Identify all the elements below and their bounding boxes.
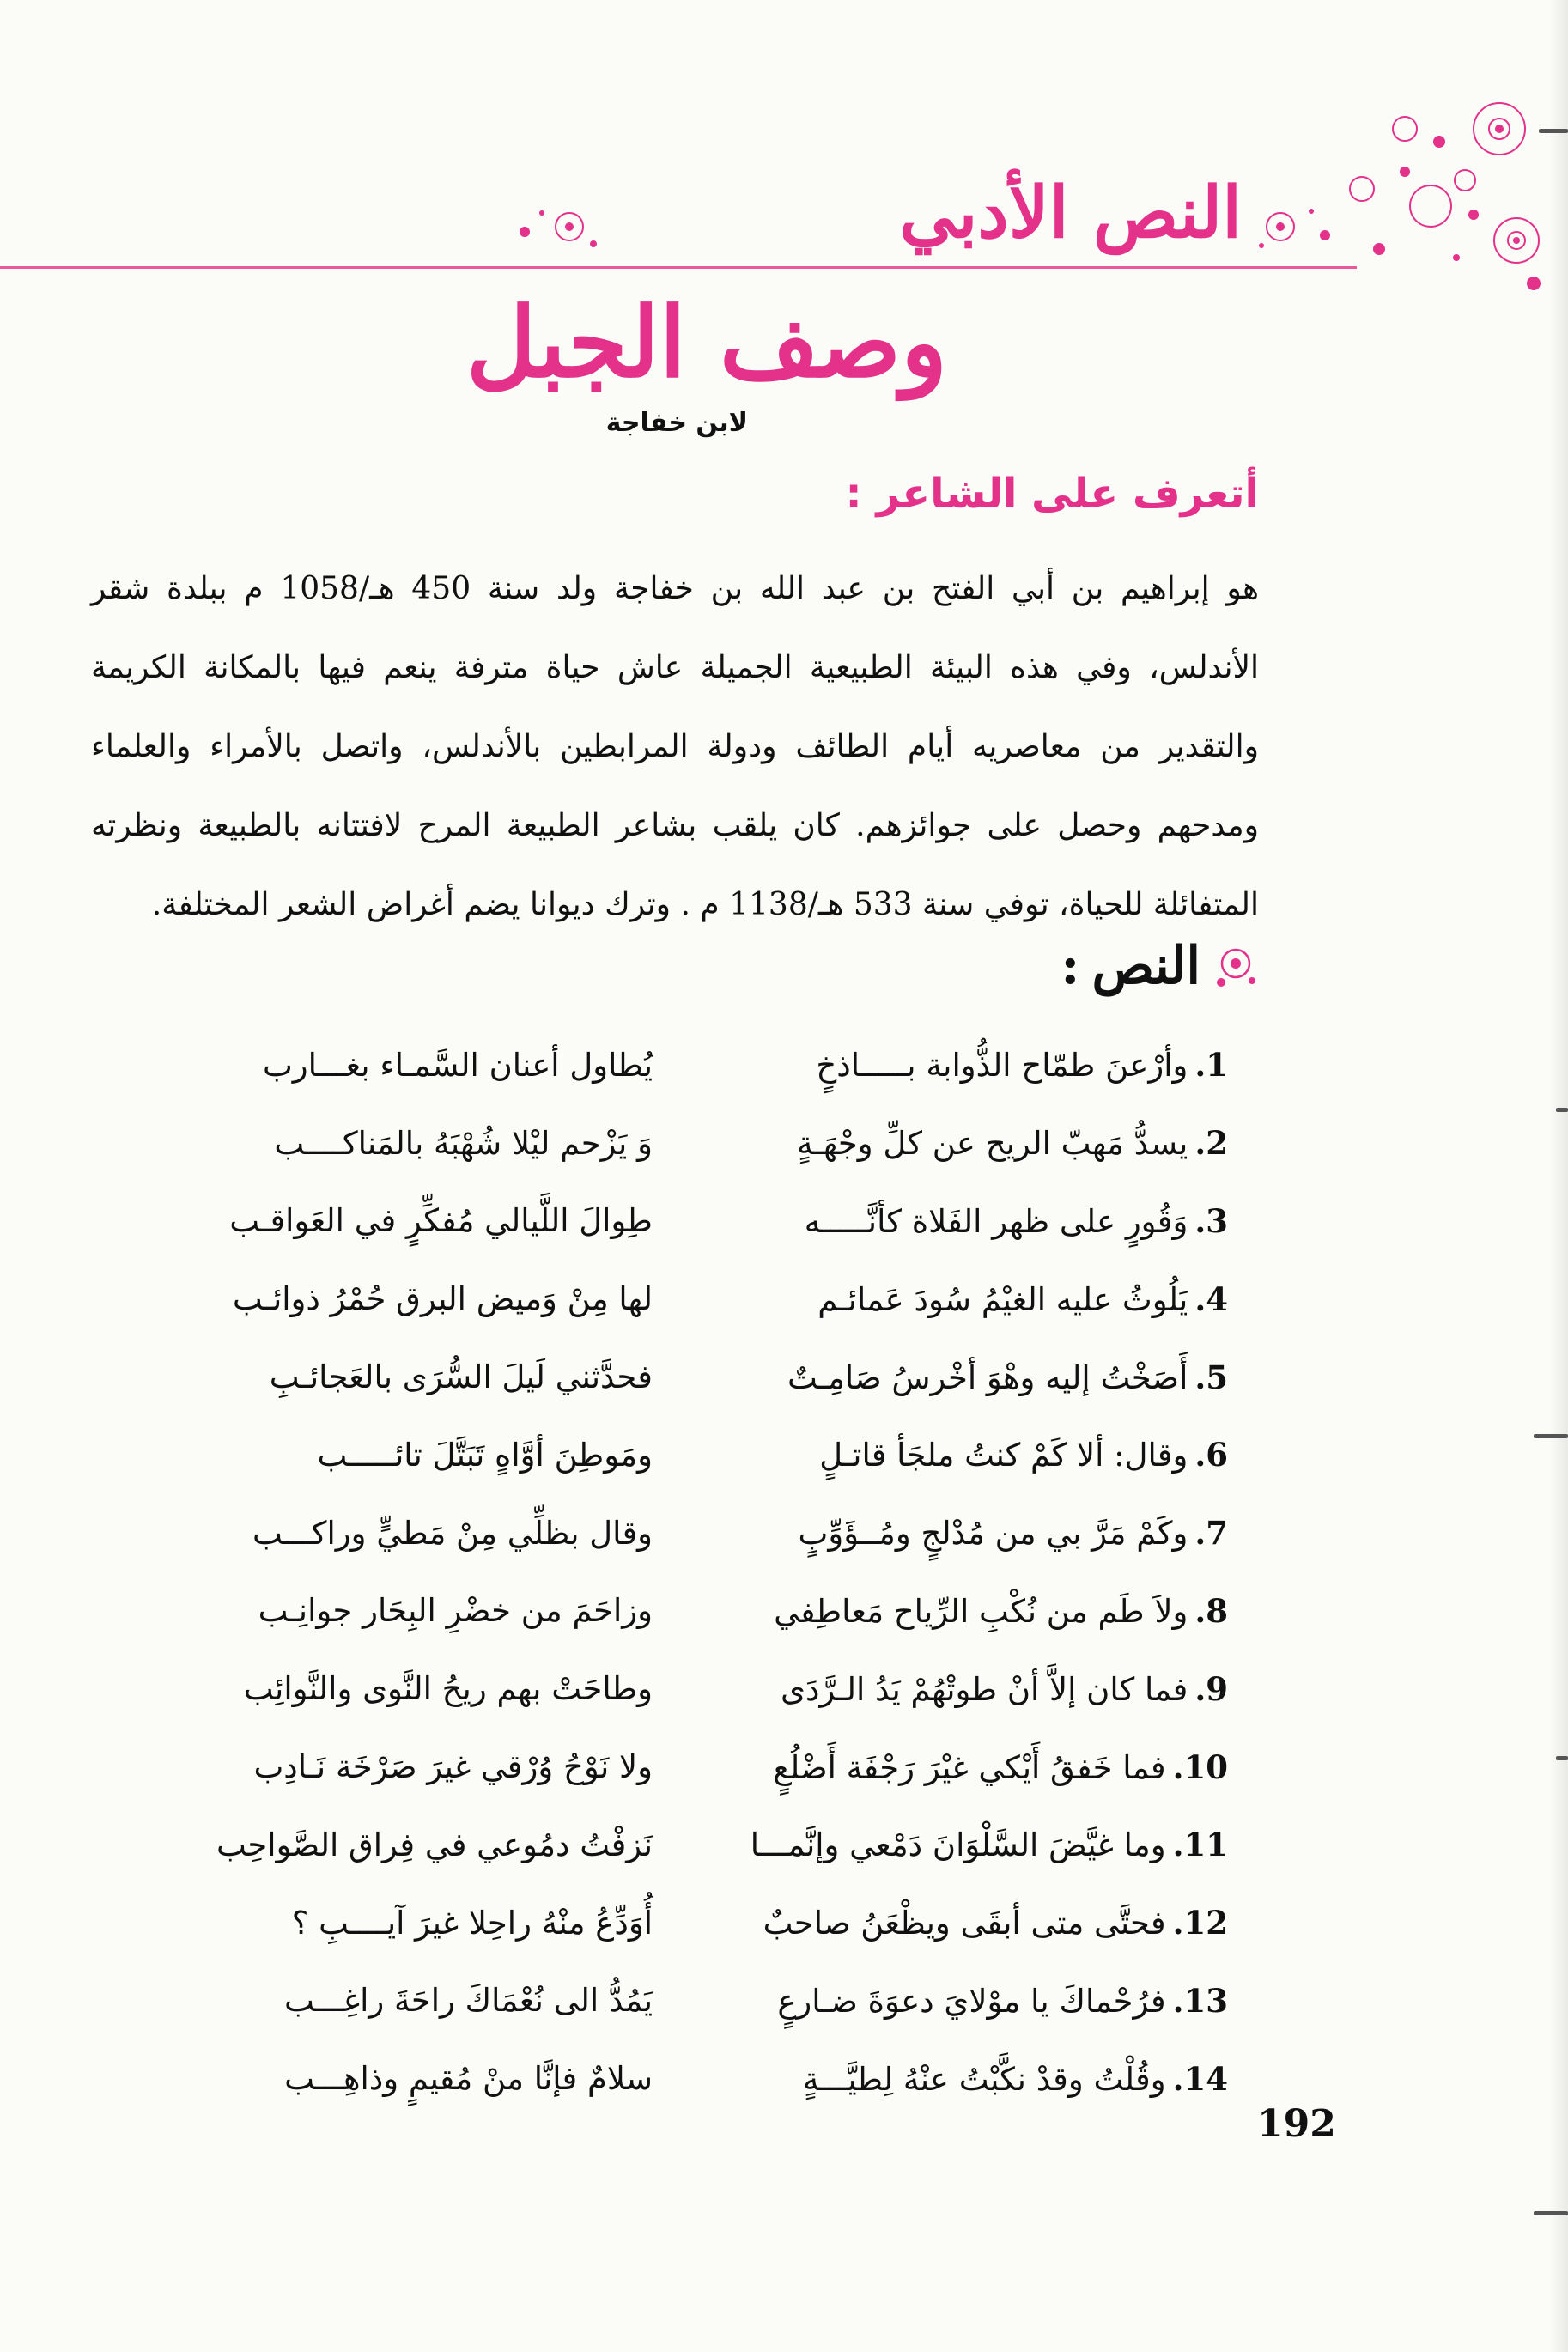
hemistich-text: وقُلْتُ وقدْ نكَّبْتُ عنْهُ لِطيَّـــةٍ bbox=[803, 2060, 1166, 2098]
poet-biography bbox=[91, 550, 1259, 945]
verse-second-hemistich: طِوالَ اللَّيالي مُفكِّرٍ في العَواقـب bbox=[229, 1202, 653, 1240]
verse bbox=[137, 1494, 1228, 1572]
verse-number: 1. bbox=[1194, 1046, 1228, 1085]
verse-second-hemistich: ومَوطِنَ أوَّاهٍ تَبَتَّلَ تائـــــب bbox=[317, 1436, 653, 1474]
lesson-header bbox=[0, 77, 1568, 301]
verse-number: 11. bbox=[1172, 1826, 1228, 1864]
hemistich-text: فرُحْماكَ يا موْلايَ دعوَةَ ضـارعٍ bbox=[777, 1982, 1166, 2020]
hemistich-text: أَصَخْتُ إليه وهْوَ أخْرسُ صَامِـتٌ bbox=[787, 1358, 1188, 1396]
verse-second-hemistich: وطاحَتْ بهم ريحُ النَّوى والنَّوائِب bbox=[243, 1670, 653, 1708]
verse-number: 13. bbox=[1172, 1981, 1228, 2020]
verse-first-hemistich bbox=[713, 1046, 1228, 1084]
verse-number: 4. bbox=[1194, 1279, 1228, 1318]
hemistich-text: وما غيَّضَ السَّلْوَانَ دَمْعي وإنَّمـــا bbox=[750, 1826, 1166, 1864]
hemistich-text: يسدُّ مَهبّ الريح عن كلِّ وجْهَـةٍ bbox=[797, 1125, 1188, 1163]
hemistich-text: وَقُورٍ على ظهر الفَلاة كأنَّـــــه bbox=[804, 1202, 1188, 1240]
verse bbox=[137, 1026, 1228, 1104]
verse-first-hemistich bbox=[713, 1748, 1228, 1786]
verse-first-hemistich bbox=[713, 1982, 1228, 2020]
verse-first-hemistich bbox=[713, 1670, 1228, 1708]
verse-second-hemistich: فحدَّثني لَيلَ السُّرَى بالعَجائـبِ bbox=[269, 1358, 653, 1396]
verse bbox=[137, 1104, 1228, 1182]
text-heading-label: النص bbox=[1091, 936, 1200, 996]
section-label: النص الأدبي bbox=[899, 172, 1242, 254]
hemistich-text: فحتَّى متى أبقَى ويظْعَنُ صاحبٌ bbox=[763, 1905, 1166, 1942]
hemistich-text: وكَمْ مَرَّ بي من مُدْلجٍ ومُــؤَوِّبٍ bbox=[798, 1515, 1188, 1553]
biography-paragraph: هو إبراهيم بن أبي الفتح بن عبد الله بن خفاجة ولد سنة 450 هـ/1058 م ببلدة شقر الأندلس، وفي هذه البيئة الطبيعية الجميلة عاش حياة مترفة ينعم فيها بالمكانة الكريمة والتقدير من معاصريه أيام الطائف ودولة المرابطين بالأندلس، واتصل بالأمراء والعلماء ومدحهم وحصل على جوائزهم. كان يلقب بشاعر الطبيعة المرح لافتتانه بالطبيعة ونظرته المتفائلة للحياة، توفي سنة 533 هـ/1138 م . وترك ديوانا يضم أغراض الشعر المختلفة. bbox=[91, 571, 1259, 922]
hemistich-text: وأرْعنَ طمّاح الذُّوابة بـــــاذخٍ bbox=[816, 1047, 1188, 1085]
lesson-title: وصف الجبل bbox=[465, 287, 948, 399]
verse-second-hemistich: سلامٌ فإنَّا منْ مُقيمٍ وذاهِـــب bbox=[284, 2060, 653, 2098]
verse-second-hemistich: ولا نَوْحُ وُرْقي غيرَ صَرْخَة نَـادِب bbox=[253, 1748, 653, 1786]
verse-number: 14. bbox=[1172, 2059, 1228, 2098]
verse bbox=[137, 1806, 1228, 1884]
hemistich-text: فما خَفقُ أَيْكي غيْرَ رَجْفَة أَضْلُعٍ bbox=[773, 1748, 1166, 1786]
verse bbox=[137, 1962, 1228, 2040]
verse-first-hemistich bbox=[713, 1124, 1228, 1162]
verse bbox=[137, 1416, 1228, 1494]
verse-first-hemistich bbox=[713, 2060, 1228, 2098]
verse-number: 5. bbox=[1194, 1358, 1228, 1396]
flower-ornament-left-icon bbox=[507, 196, 602, 256]
poem bbox=[137, 1026, 1228, 2118]
verse bbox=[137, 1182, 1228, 1261]
verse bbox=[137, 1572, 1228, 1650]
verse-number: 2. bbox=[1194, 1124, 1228, 1163]
hemistich-text: ولاَ طَم من نُكْبِ الرِّياح مَعاطِفي bbox=[774, 1592, 1188, 1630]
verse-first-hemistich bbox=[713, 1904, 1228, 1942]
verse-first-hemistich bbox=[713, 1826, 1228, 1863]
header-rule bbox=[0, 266, 1357, 269]
edge-mark bbox=[1534, 2211, 1568, 2215]
edge-mark bbox=[1539, 129, 1568, 133]
verse-second-hemistich: أُوَدِّعُ منْهُ راحِلا غيرَ آيــــبِ ؟ bbox=[291, 1904, 653, 1942]
edge-mark bbox=[1534, 1434, 1568, 1438]
page-number: 192 bbox=[1257, 2102, 1336, 2146]
verse-first-hemistich bbox=[713, 1514, 1228, 1552]
text-heading bbox=[1061, 932, 1259, 1000]
about-poet-heading: أتعرف على الشاعر : bbox=[845, 470, 1259, 518]
hemistich-text: وقال: ألا كَمْ كنتُ ملجَأ قاتـلٍ bbox=[819, 1437, 1188, 1474]
verse-second-hemistich: يُطاول أعنان السَّمـاء بغـــارب bbox=[262, 1046, 653, 1084]
verse-number: 6. bbox=[1194, 1436, 1228, 1474]
verse-number: 9. bbox=[1194, 1669, 1228, 1708]
verse-second-hemistich: وزاحَمَ من خضْرِ البِحَار جوانِـب bbox=[258, 1592, 653, 1630]
verse-second-hemistich: لها مِنْ وَميض البرق حُمْرُ ذوائـب bbox=[232, 1280, 653, 1318]
text-heading-colon: : bbox=[1061, 936, 1080, 996]
flower-bullet-icon bbox=[1212, 943, 1259, 989]
verse-number: 8. bbox=[1194, 1591, 1228, 1630]
flower-cluster-icon bbox=[1259, 77, 1568, 301]
hemistich-text: فما كان إلاَّ أنْ طوتْهُمْ يَدُ الـرَّدَى bbox=[781, 1670, 1188, 1708]
edge-mark bbox=[1556, 1108, 1568, 1112]
verse bbox=[137, 2039, 1228, 2118]
verse-number: 10. bbox=[1172, 1747, 1228, 1786]
verse bbox=[137, 1260, 1228, 1338]
verse-number: 7. bbox=[1194, 1514, 1228, 1553]
verse-first-hemistich bbox=[713, 1436, 1228, 1474]
verse bbox=[137, 1728, 1228, 1806]
verse bbox=[137, 1338, 1228, 1416]
hemistich-text: يَلُوثُ عليه الغيْمُ سُودَ عَمائـم bbox=[817, 1280, 1188, 1318]
verse-second-hemistich: وقال بظلِّي مِنْ مَطيٍّ وراكـــب bbox=[252, 1514, 653, 1552]
verse-first-hemistich bbox=[713, 1358, 1228, 1396]
author-line: لابن خفاجة bbox=[605, 408, 748, 438]
verse-first-hemistich bbox=[713, 1202, 1228, 1240]
verse-second-hemistich: نَزفْتُ دمُوعي في فِراق الصَّواحِب bbox=[216, 1826, 653, 1863]
verse-first-hemistich bbox=[713, 1280, 1228, 1318]
verse-number: 12. bbox=[1172, 1904, 1228, 1942]
verse bbox=[137, 1650, 1228, 1728]
verse-first-hemistich bbox=[713, 1592, 1228, 1630]
edge-mark bbox=[1556, 1756, 1568, 1760]
verse-second-hemistich: يَمُدُّ الى نُعْمَاكَ راحَةَ راغِـــب bbox=[283, 1982, 653, 2020]
verse-second-hemistich: وَ يَزْحم ليْلا شُهْبَهُ بالمَناكــــب bbox=[274, 1124, 653, 1162]
verse bbox=[137, 1884, 1228, 1962]
verse-number: 3. bbox=[1194, 1201, 1228, 1240]
